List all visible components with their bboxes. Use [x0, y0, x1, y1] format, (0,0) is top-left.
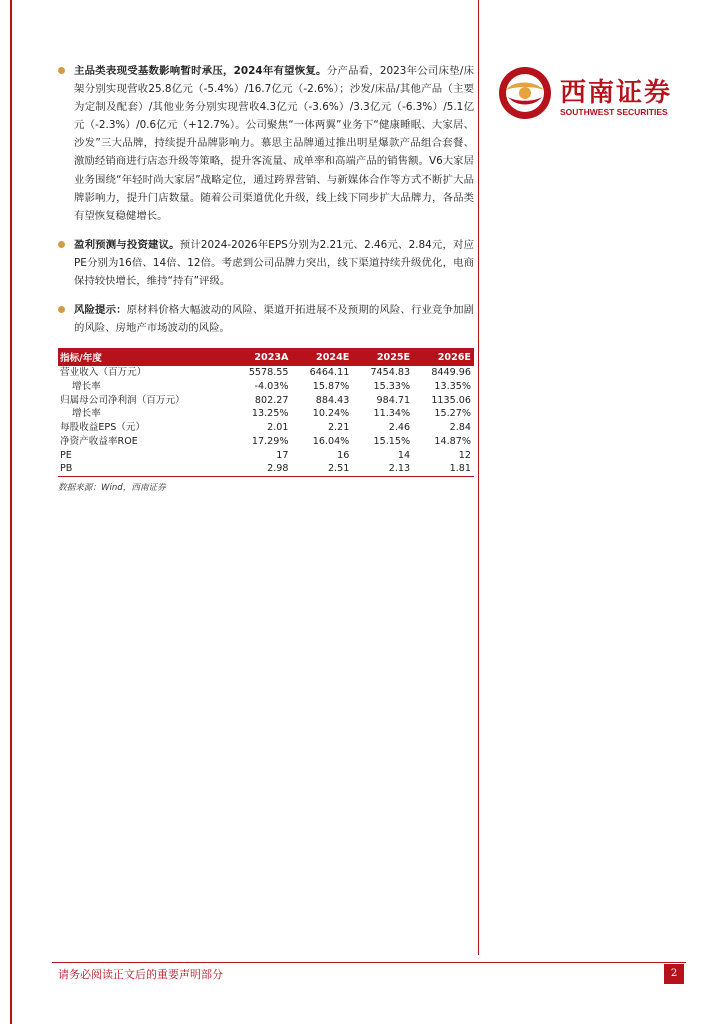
table-cell: 802.27: [254, 394, 289, 406]
table-header-cell: 2025E: [352, 348, 413, 366]
table-cell: 14: [397, 449, 411, 461]
brand-emblem-icon: [498, 66, 552, 120]
table-header-cell: 指标/年度: [58, 348, 231, 366]
table-row: [58, 407, 474, 421]
table-cell: 16: [337, 449, 350, 461]
bullet-dot-icon: [58, 67, 65, 74]
row-label: 归属母公司净利润（百万元）: [60, 394, 185, 406]
table-header-cell: 2023A: [231, 348, 292, 366]
table-cell: 13.35%: [434, 381, 471, 393]
row-label: PB: [58, 462, 231, 476]
table-header-cell: 2026E: [413, 348, 474, 366]
paragraph-body: 原材料价格大幅波动的风险、渠道开拓进展不及预期的风险、行业竞争加剧的风险、房地产市场波动的风险。: [74, 304, 475, 335]
table-cell: 15.27%: [434, 408, 471, 420]
table-cell: 10.24%: [312, 408, 350, 420]
table-cell: 15.15%: [373, 435, 411, 447]
table-cell: 2.84: [449, 422, 471, 434]
table-cell: 8449.96: [431, 367, 471, 379]
page-number: 2: [664, 964, 684, 984]
table-cell: 11.34%: [373, 408, 411, 420]
table-row: [58, 394, 474, 408]
table-row: [58, 435, 474, 449]
brand-logo: [498, 66, 688, 122]
footer-disclaimer: 请务必阅读正文后的重要声明部分: [58, 968, 223, 981]
table-cell: 1135.06: [431, 394, 471, 406]
table-header-cell: 2024E: [292, 348, 353, 366]
table-cell: 13.25%: [251, 408, 289, 420]
table-row: [58, 449, 474, 463]
table-cell: -4.03%: [254, 381, 289, 393]
table-cell: 1.81: [413, 462, 474, 476]
table-cell: 6464.11: [309, 367, 350, 379]
table-cell: 2.21: [327, 422, 350, 434]
table-cell: 2.01: [267, 422, 289, 434]
table-cell: 17: [276, 449, 289, 461]
row-label: 净资产收益率ROE: [60, 435, 138, 447]
table-row: [58, 421, 474, 435]
table-header-row: [58, 348, 474, 366]
left-border-rule: [10, 0, 12, 1024]
row-label: 每股收益EPS（元）: [60, 422, 146, 434]
table-row: [58, 366, 474, 380]
paragraph-body: 分产品看，2023年公司床垫/床架分别实现营收25.8亿元（-5.4%）/16.7亿元（-2.6%）；沙发/床品/其他产品（主要为定制及配套）/其他业务分别实现营收4.3亿元（-3.6%）/3.3亿元（-6.3%）/5.1亿元（-2.3%）/0.6亿元（+12.7%）。公司聚焦“一体两翼”业务下“健康睡眠、大家居、沙发”三大品牌，持续提升品牌影响力。慕思主品牌通过推出明星爆款产品组合套餐、激励经销商进行店态升级等策略，提升客流量、成单率和高端产品的销售额。V6大家居业务围绕“年轻时尚大家居”战略定位，通过跨界营销、与新媒体合作等方式不断扩大品牌影响力，提升门店数量。随着公司渠道优化升级，线上线下同步扩大品牌力，各品类有望恢复稳健增长。: [74, 65, 474, 222]
table-cell: 2.13: [352, 462, 413, 476]
table-row: [58, 462, 474, 476]
table-source-note: 数据来源：Wind，西南证券: [58, 482, 166, 493]
table-cell: 17.29%: [251, 435, 289, 447]
table-cell: 2.51: [292, 462, 353, 476]
table-cell: 984.71: [376, 394, 411, 406]
table-cell: 16.04%: [312, 435, 350, 447]
paragraph-product-performance: [58, 62, 474, 225]
brand-name-cn: 西南证券: [560, 78, 673, 108]
table-cell: 7454.83: [370, 367, 411, 379]
table-cell: 14.87%: [434, 435, 471, 447]
bullet-dot-icon: [58, 306, 65, 313]
bullet-dot-icon: [58, 241, 65, 248]
main-content: [58, 62, 474, 493]
row-label: PE: [60, 449, 72, 461]
row-label: 增长率: [72, 408, 101, 420]
paragraph-forecast: [58, 236, 474, 290]
paragraph-risk: [58, 301, 474, 337]
paragraph-heading: 主品类表现受基数影响暂时承压，2024年有望恢复。: [74, 65, 327, 77]
table-cell: 884.43: [315, 394, 350, 406]
footer-rule: [52, 962, 686, 963]
table-cell: 12: [458, 449, 471, 461]
table-row: [58, 380, 474, 394]
row-label: 增长率: [72, 381, 101, 393]
financial-forecast-table: [58, 348, 474, 477]
table-cell: 2.46: [388, 422, 411, 434]
table-cell: 5578.55: [248, 367, 289, 379]
table-cell: 15.33%: [373, 381, 411, 393]
table-cell: 15.87%: [312, 381, 350, 393]
row-label: 营业收入（百万元）: [60, 367, 147, 379]
table-cell: 2.98: [231, 462, 292, 476]
column-divider-rule: [478, 0, 479, 955]
paragraph-heading: 盈利预测与投资建议。: [74, 238, 180, 251]
paragraph-heading: 风险提示：: [74, 304, 127, 317]
paragraph-body: 预计2024-2026年EPS分别为2.21元、2.46元、2.84元，对应PE分别为16倍、14倍、12倍。考虑到公司品牌力突出，线下渠道持续升级优化，电商保持较快增长，维持“持有”评级。: [74, 238, 475, 288]
brand-name-en: SOUTHWEST SECURITIES: [560, 107, 668, 117]
